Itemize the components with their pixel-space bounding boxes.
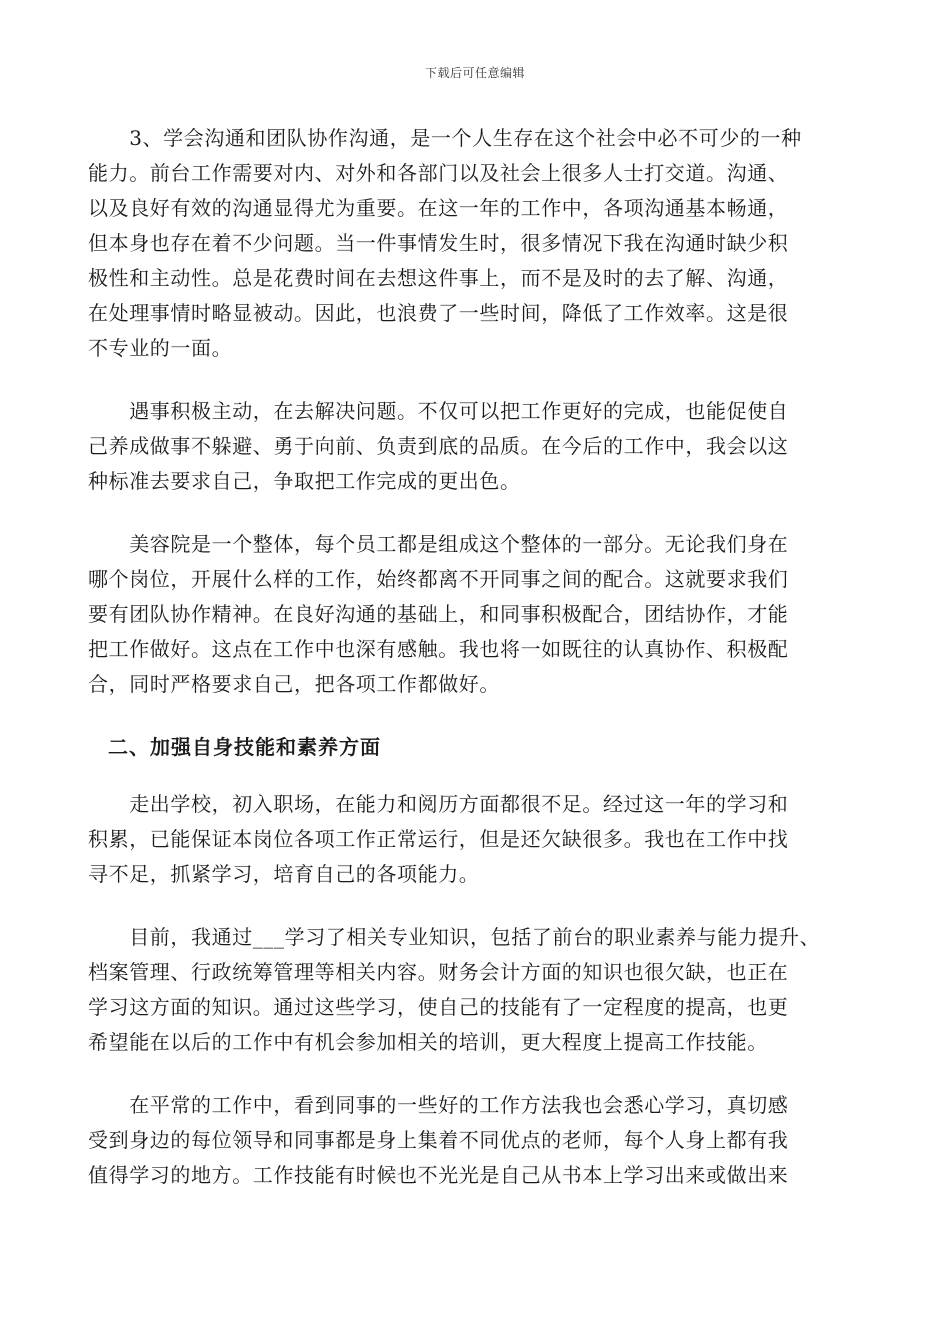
section-heading: 二、加强自身技能和素养方面 [108, 735, 381, 759]
paragraph-communication [88, 121, 850, 366]
text-line: 寻不足，抓紧学习，培育自己的各项能力。 [88, 862, 480, 886]
text-line: 在处理事情时略显被动。因此，也浪费了一些时间，降低了工作效率。这是很 [88, 301, 789, 325]
document-body [88, 121, 850, 1221]
text-line: 3、学会沟通和团队协作沟通，是一个人生存在这个社会中必不可少的一种 [88, 126, 802, 150]
text-line: 己养成做事不躲避、勇于向前、负责到底的品质。在今后的工作中，我会以这 [88, 434, 789, 458]
text-line: 受到身边的每位领导和同事都是身上集着不同优点的老师，每个人身上都有我 [88, 1128, 789, 1152]
text-line: 要有团队协作精神。在良好沟通的基础上，和同事积极配合，团结协作，才能 [88, 602, 789, 626]
paragraph-teamwork [88, 527, 850, 702]
text-line: 哪个岗位，开展什么样的工作，始终都离不开同事之间的配合。这就要求我们 [88, 567, 789, 591]
paragraph-career-start [88, 787, 850, 892]
text-line: 能力。前台工作需要对内、对外和各部门以及社会上很多人士打交道。沟通、 [88, 161, 789, 185]
text-line: 档案管理、行政统筹管理等相关内容。财务会计方面的知识也很欠缺，也正在 [88, 960, 789, 984]
header-note: 下载后可任意编辑 [424, 66, 525, 80]
text-line: 学习这方面的知识。通过这些学习，使自己的技能有了一定程度的提高，也更 [88, 995, 789, 1019]
text-line: 在平常的工作中，看到同事的一些好的工作方法我也会悉心学习，真切感 [88, 1093, 789, 1117]
text-line: 美容院是一个整体，每个员工都是组成这个整体的一部分。无论我们身在 [88, 532, 789, 556]
text-line: 走出学校，初入职场，在能力和阅历方面都很不足。经过这一年的学习和 [88, 792, 789, 816]
text-line: 希望能在以后的工作中有机会参加相关的培训，更大程度上提高工作技能。 [88, 1030, 768, 1054]
paragraph-colleagues [88, 1088, 850, 1193]
text-line: 不专业的一面。 [88, 336, 233, 360]
text-line: 极性和主动性。总是花费时间在去想这件事上，而不是及时的去了解、沟通， [88, 266, 789, 290]
text-line: 以及良好有效的沟通显得尤为重要。在这一年的工作中，各项沟通基本畅通， [88, 196, 789, 220]
text-line: 遇事积极主动，在去解决问题。不仅可以把工作更好的完成，也能促使自 [88, 399, 789, 423]
text-line: 合，同时严格要求自己，把各项工作都做好。 [88, 672, 500, 696]
text-line: 目前，我通过___学习了相关专业知识，包括了前台的职业素养与能力提升、 [88, 925, 821, 949]
paragraph-learning [88, 920, 850, 1060]
text-line: 但本身也存在着不少问题。当一件事情发生时，很多情况下我在沟通时缺少积 [88, 231, 789, 255]
text-line: 把工作做好。这点在工作中也深有感触。我也将一如既往的认真协作、积极配 [88, 637, 789, 661]
text-line: 值得学习的地方。工作技能有时候也不光光是自己从书本上学习出来或做出来 [88, 1163, 789, 1187]
text-line: 积累，已能保证本岗位各项工作正常运行，但是还欠缺很多。我也在工作中找 [88, 827, 789, 851]
text-line: 种标准去要求自己，争取把工作完成的更出色。 [88, 469, 521, 493]
paragraph-proactive [88, 394, 850, 499]
